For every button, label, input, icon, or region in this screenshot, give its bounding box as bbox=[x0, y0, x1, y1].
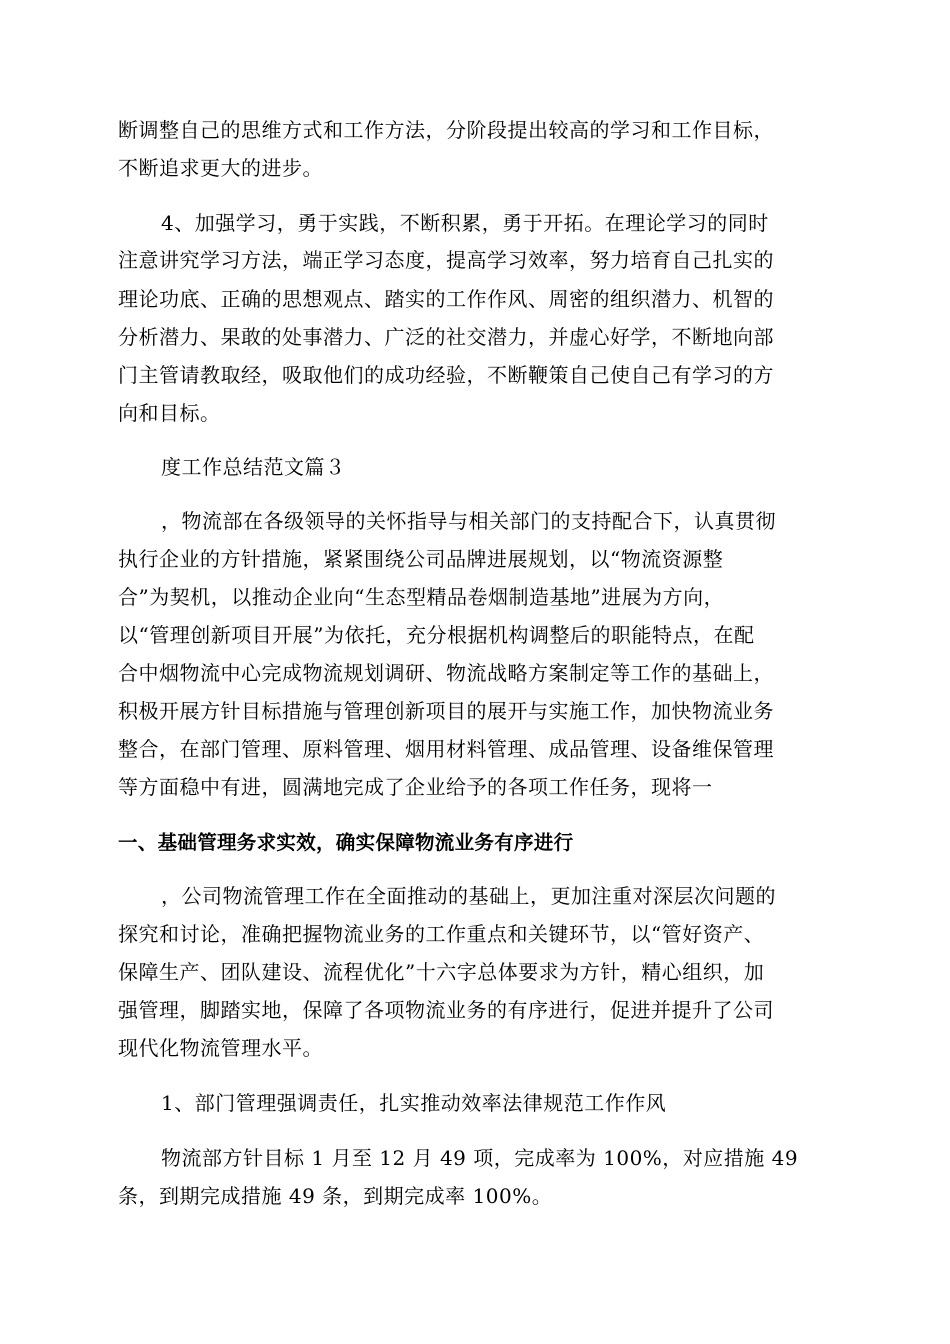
text-line: 强管理，脚踏实地，保障了各项物流业务的有序进行，促进并提升了公司 bbox=[118, 998, 774, 1022]
text-line: 执行企业的方针措施，紧紧围绕公司品牌进展规划，以“物流资源整 bbox=[118, 547, 724, 571]
text-line: 理论功底、正确的思想观点、踏实的工作作风、周密的组织潜力、机智的 bbox=[118, 287, 774, 311]
text-line: 整合，在部门管理、原料管理、烟用材料管理、成品管理、设备维保管理 bbox=[118, 737, 774, 761]
text-line: 等方面稳中有进，圆满地完成了企业给予的各项工作任务，现将一 bbox=[118, 775, 713, 799]
text-line: 门主管请教取经，吸取他们的成功经验，不断鞭策自己使自己有学习的方 bbox=[118, 363, 774, 387]
text-line: 物流部方针目标 1 月至 12 月 49 项，完成率为 100%，对应措施 49 bbox=[161, 1146, 799, 1170]
text-line: 以“管理创新项目开展”为依托，充分根据机构调整后的职能特点，在配 bbox=[118, 623, 755, 647]
text-line: 保障生产、团队建设、流程优化”十六字总体要求为方针，精心组织，加 bbox=[118, 960, 765, 984]
text-line: 断调整自己的思维方式和工作方法，分阶段提出较高的学习和工作目标， bbox=[118, 118, 774, 142]
text-line: ，物流部在各级领导的关怀指导与相关部门的支持配合下，认真贯彻 bbox=[161, 509, 776, 533]
text-line: 合”为契机，以推动企业向“生态型精品卷烟制造基地”进展为方向， bbox=[118, 585, 725, 609]
text-line: 条，到期完成措施 49 条，到期完成率 100%。 bbox=[118, 1184, 553, 1208]
text-line: 注意讲究学习方法，端正学习态度，提高学习效率，努力培育自己扎实的 bbox=[118, 248, 774, 272]
text-line: 向和目标。 bbox=[118, 401, 221, 425]
article-title: 度工作总结范文篇３ bbox=[161, 455, 346, 479]
text-line: 积极开展方针目标措施与管理创新项目的展开与实施工作，加快物流业务 bbox=[118, 699, 774, 723]
text-line: 不断追求更大的进步。 bbox=[118, 156, 323, 180]
text-line: ，公司物流管理工作在全面推动的基础上，更加注重对深层次问题的 bbox=[161, 884, 776, 908]
text-line: 分析潜力、果敢的处事潜力、广泛的社交潜力，并虚心好学，不断地向部 bbox=[118, 325, 774, 349]
text-line: 合中烟物流中心完成物流规划调研、物流战略方案制定等工作的基础上， bbox=[118, 661, 774, 685]
text-line: 现代化物流管理水平。 bbox=[118, 1036, 323, 1060]
subheading: 1、部门管理强调责任，扎实推动效率法律规范工作作风 bbox=[161, 1091, 667, 1115]
text-line: 探究和讨论，准确把握物流业务的工作重点和关键环节，以“管好资产、 bbox=[118, 922, 765, 946]
text-line: 4、加强学习，勇于实践，不断积累，勇于开拓。在理论学习的同时 bbox=[161, 211, 769, 235]
section-heading: 一、基础管理务求实效，确实保障物流业务有序进行 bbox=[118, 831, 574, 854]
